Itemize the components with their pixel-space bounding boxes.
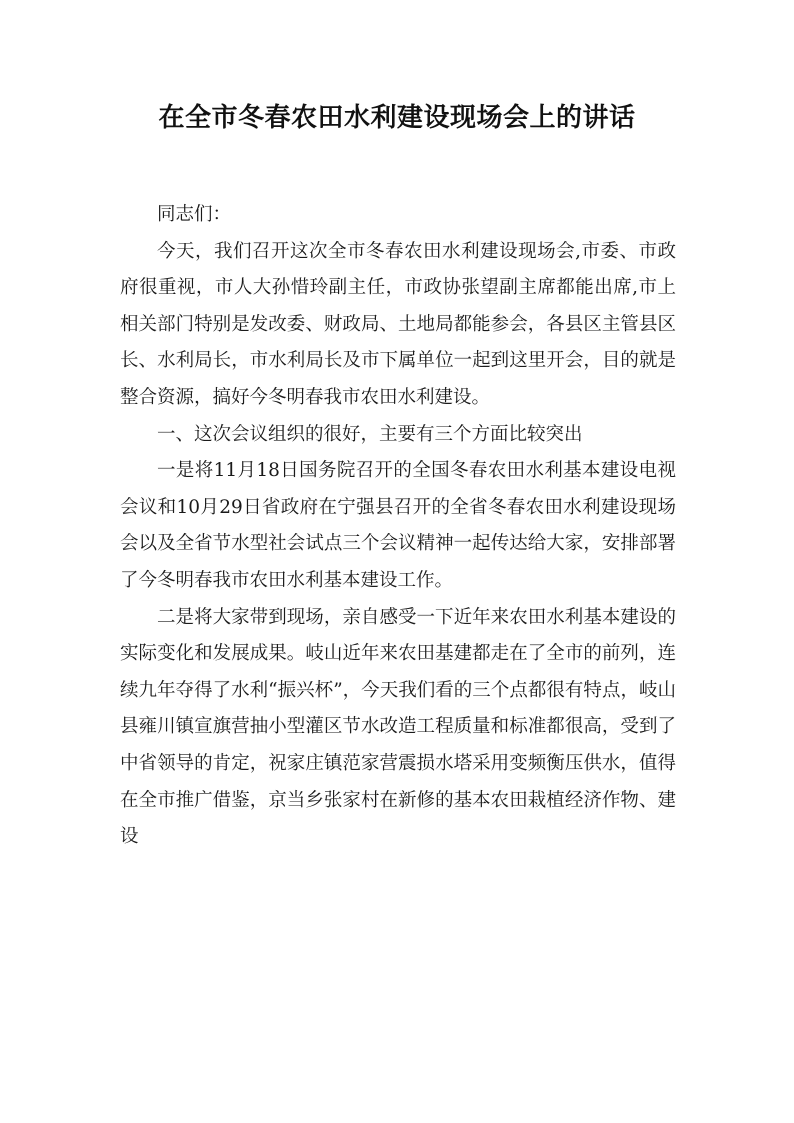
paragraph: 二是将大家带到现场，亲自感受一下近年来农田水利基本建设的实际变化和发展成果。岐山近年来农田基建都走在了全市的前列，连续九年夺得了水利“振兴杯”，今天我们看的三个点都很有特点，岐山县雍川镇宣旗营抽小型灌区节水改造工程质量和标准都很高，受到了中省领导的肯定，祝家庄镇范家营震损水塔采用变频衡压供水，值得在全市推广借鉴，京当乡张家村在新修的基本农田栽植经济作物、建设 (120, 606, 676, 848)
paragraph: 今天，我们召开这次全市冬春农田水利建设现场会,市委、市政府很重视，市人大孙惜玲副主任，市政协张望副主席都能出席,市上相关部门特别是发改委、财政局、土地局都能参会，各县区主管县区长、水利局长，市水利局长及市下属单位一起到这里开会，目的就是整合资源，搞好今冬明春我市农田水利建设。 (120, 240, 676, 408)
document-body (120, 197, 676, 856)
section-heading: 一、这次会议组织的很好，主要有三个方面比较突出 (157, 423, 583, 445)
paragraph: 一是将11月18日国务院召开的全国冬春农田水利基本建设电视会议和10月29日省政府在宁强县召开的全省冬春农田水利建设现场会以及全省节水型社会试点三个会议精神一起传达给大家，安排部署了今冬明春我市农田水利基本建设工作。 (120, 460, 676, 591)
document-title: 在全市冬春农田水利建设现场会上的讲话 (158, 103, 636, 133)
salutation: 同志们： (157, 204, 232, 225)
